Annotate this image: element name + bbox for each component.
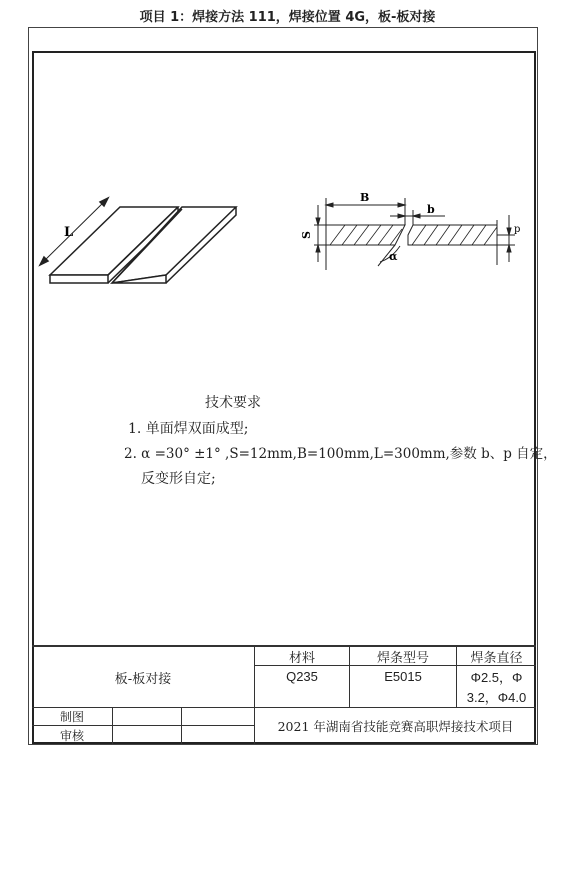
part-name: 板-板对接	[114, 671, 172, 687]
requirements-heading: 技术要求	[205, 395, 261, 411]
requirement-2: 2. α =30° ±1° ,S=12mm,B=100mm,L=300mm,参数 b、p 自定，	[124, 446, 557, 462]
project-name: 2021 年湖南省技能竞赛高职焊接技术项目	[277, 719, 514, 734]
title-block	[32, 645, 536, 744]
electrode-header: 焊条型号	[376, 650, 429, 666]
material-header: 材料	[288, 650, 315, 666]
plate-isometric-view	[40, 198, 236, 283]
label-b: b	[427, 203, 435, 216]
diameter-value-line1: Φ2.5，Φ	[470, 669, 523, 685]
diameter-value-line2: 3.2，Φ4.0	[466, 689, 527, 705]
material-value: Q235	[286, 668, 318, 684]
requirement-1: 1. 单面焊双面成型;	[128, 421, 249, 437]
label-p: p	[514, 224, 521, 235]
label-B: B	[360, 191, 370, 204]
label-L: L	[64, 225, 74, 240]
groove-section-view	[314, 198, 515, 270]
electrode-value: E5015	[384, 668, 422, 684]
label-S: S	[300, 231, 313, 239]
diameter-header: 焊条直径	[470, 650, 523, 666]
drawn-by-label: 制图	[59, 710, 84, 724]
page-title: 项目 1：焊接方法 111，焊接位置 4G，板-板对接	[139, 10, 436, 25]
requirement-2-continued: 反变形自定;	[141, 471, 216, 487]
label-alpha: α	[389, 250, 398, 263]
reviewed-by-label: 审核	[59, 728, 84, 743]
